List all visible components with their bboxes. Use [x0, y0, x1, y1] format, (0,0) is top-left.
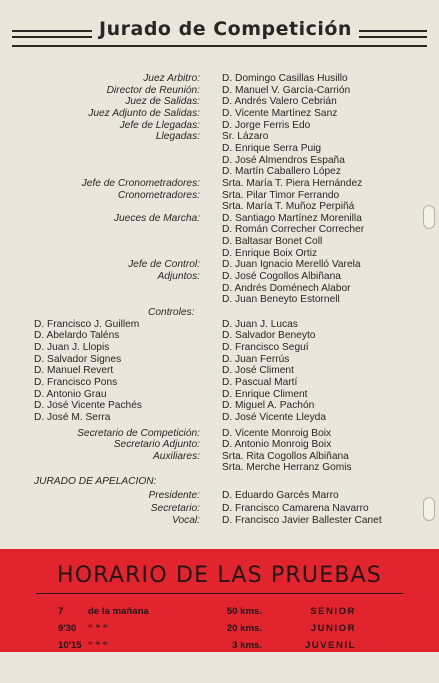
official-name: D. Baltasar Bonet Coll: [222, 236, 323, 248]
binder-hole-bottom: [423, 497, 435, 521]
role-label: Jefe de Llegadas:: [119, 119, 200, 131]
schedule-category: JUNIOR: [310, 623, 356, 634]
official-name: D. Santiago Martínez Morenilla: [222, 212, 362, 224]
title-rule-right-bottom: [359, 36, 427, 38]
official-name: Srta. Rita Cogollos Albiñana: [222, 450, 349, 462]
role-label: Jefe de Cronometradores:: [81, 177, 200, 189]
control-name: D. Francisco Pons: [34, 376, 118, 388]
control-name: D. Miguel A. Pachón: [222, 400, 315, 412]
official-name: D. Jorge Ferris Edo: [222, 119, 311, 131]
role-label: Jueces de Marcha:: [113, 212, 200, 224]
role-label: Jefe de Control:: [128, 259, 200, 271]
title-rule-left-bottom: [12, 36, 92, 38]
page-title: Jurado de Competición: [99, 18, 352, 40]
schedule-category: SENIOR: [310, 606, 356, 617]
control-name: D. Juan J. Llopis: [34, 341, 110, 353]
control-name: D. José Climent: [222, 365, 294, 377]
official-name: D. Martín Caballero López: [222, 166, 341, 178]
official-name: Srta. Pilar Timor Ferrando: [222, 189, 340, 201]
schedule-when: “ “ “: [88, 623, 108, 634]
official-name: D. Domingo Casillas Husillo: [222, 73, 348, 84]
schedule-distance: 50 kms.: [226, 606, 262, 617]
control-name: D. Abelardo Taléns: [34, 330, 120, 342]
schedule-time: 10'15: [58, 640, 82, 651]
control-name: D. Francisco Seguí: [222, 341, 309, 353]
schedule-band: [0, 549, 439, 652]
control-name: D. Francisco J. Guillem: [34, 318, 140, 330]
official-name: D. Enrique Boix Ortiz: [222, 247, 318, 259]
official-name: D. Juan Beneyto Estornell: [222, 294, 340, 306]
control-name: D. José M. Serra: [34, 411, 111, 423]
title-block: [12, 16, 427, 56]
schedule-category: JUVENIL: [304, 640, 356, 651]
control-name: D. Juan Ferrús: [222, 353, 290, 365]
schedule-when: de la mañana: [88, 606, 149, 617]
official-name: D. José Cogollos Albiñana: [222, 271, 341, 283]
role-label: Auxiliares:: [153, 450, 200, 462]
title-rule-left-top: [12, 30, 92, 32]
role-label: Presidente:: [148, 489, 200, 501]
schedule-title: HORARIO DE LAS PRUEBAS: [56, 563, 383, 588]
official-name: D. José Almendros España: [222, 154, 345, 166]
official-name: D. Enrique Serra Puig: [222, 142, 322, 154]
title-rule-right-top: [359, 30, 427, 32]
binder-hole-top: [423, 205, 435, 229]
schedule-distance: 20 kms.: [226, 623, 262, 634]
control-name: D. Pascual Martí: [222, 376, 298, 388]
role-label: Vocal:: [172, 515, 200, 527]
official-name: D. Vicente Monroig Boix: [222, 427, 332, 439]
role-label: Secretario:: [150, 502, 200, 514]
schedule-time: 7: [58, 606, 64, 617]
schedule-rule: [36, 593, 403, 594]
official-name: Srta. María T. Muñoz Perpiñá: [222, 201, 355, 213]
role-label: Adjuntos:: [157, 271, 200, 283]
official-name: D. Eduardo Garcés Marro: [222, 489, 339, 501]
official-name: D. Manuel V. García-Carrión: [222, 84, 351, 96]
schedule-when: “ “ “: [88, 640, 108, 651]
official-name: D. Andrés Doménech Alabor: [222, 282, 351, 294]
role-label: Secretario de Competición:: [77, 427, 200, 439]
official-name: D. Juan Ignacio Merelló Varela: [222, 259, 361, 271]
schedule-time: 9'30: [58, 623, 77, 634]
control-name: D. José Vicente Pachés: [34, 400, 142, 412]
role-label: Juez de Salidas:: [125, 96, 200, 108]
schedule-distance: 3 kms.: [232, 640, 262, 651]
control-name: D. Salvador Beneyto: [222, 330, 316, 342]
role-label: Cronometradores:: [117, 189, 200, 201]
title-underline: [12, 45, 427, 47]
official-name: D. Vicente Martínez Sanz: [222, 107, 338, 119]
control-name: D. Manuel Revert: [34, 365, 114, 377]
official-name: D. Román Correcher Correcher: [222, 224, 365, 236]
controles-label: Controles:: [148, 307, 195, 318]
control-name: D. Enrique Climent: [222, 388, 308, 400]
official-name: Sr. Lázaro: [222, 131, 269, 143]
control-name: D. Salvador Signes: [34, 353, 122, 365]
control-name: D. Antonio Grau: [34, 388, 107, 400]
official-name: D. Francisco Javier Ballester Canet: [222, 515, 382, 527]
official-name: D. Antonio Monroig Boix: [222, 439, 332, 451]
apelacion-label: JURADO DE APELACION:: [34, 476, 157, 488]
control-name: D. José Vicente Lleyda: [222, 411, 327, 423]
official-name: D. Francisco Camarena Navarro: [222, 502, 369, 514]
role-label: Llegadas:: [155, 131, 200, 143]
official-name: Srta. Merche Herranz Gomis: [222, 462, 352, 474]
role-label: Secretario Adjunto:: [113, 439, 200, 451]
role-label: Juez Arbitro:: [143, 73, 200, 84]
role-label: Director de Reunión:: [106, 84, 200, 96]
official-name: Srta. María T. Piera Hernández: [222, 177, 363, 189]
role-label: Juez Adjunto de Salidas:: [88, 107, 200, 119]
official-name: D. Andrés Valero Cebrián: [222, 96, 337, 108]
control-name: D. Juan J. Lucas: [222, 318, 298, 330]
